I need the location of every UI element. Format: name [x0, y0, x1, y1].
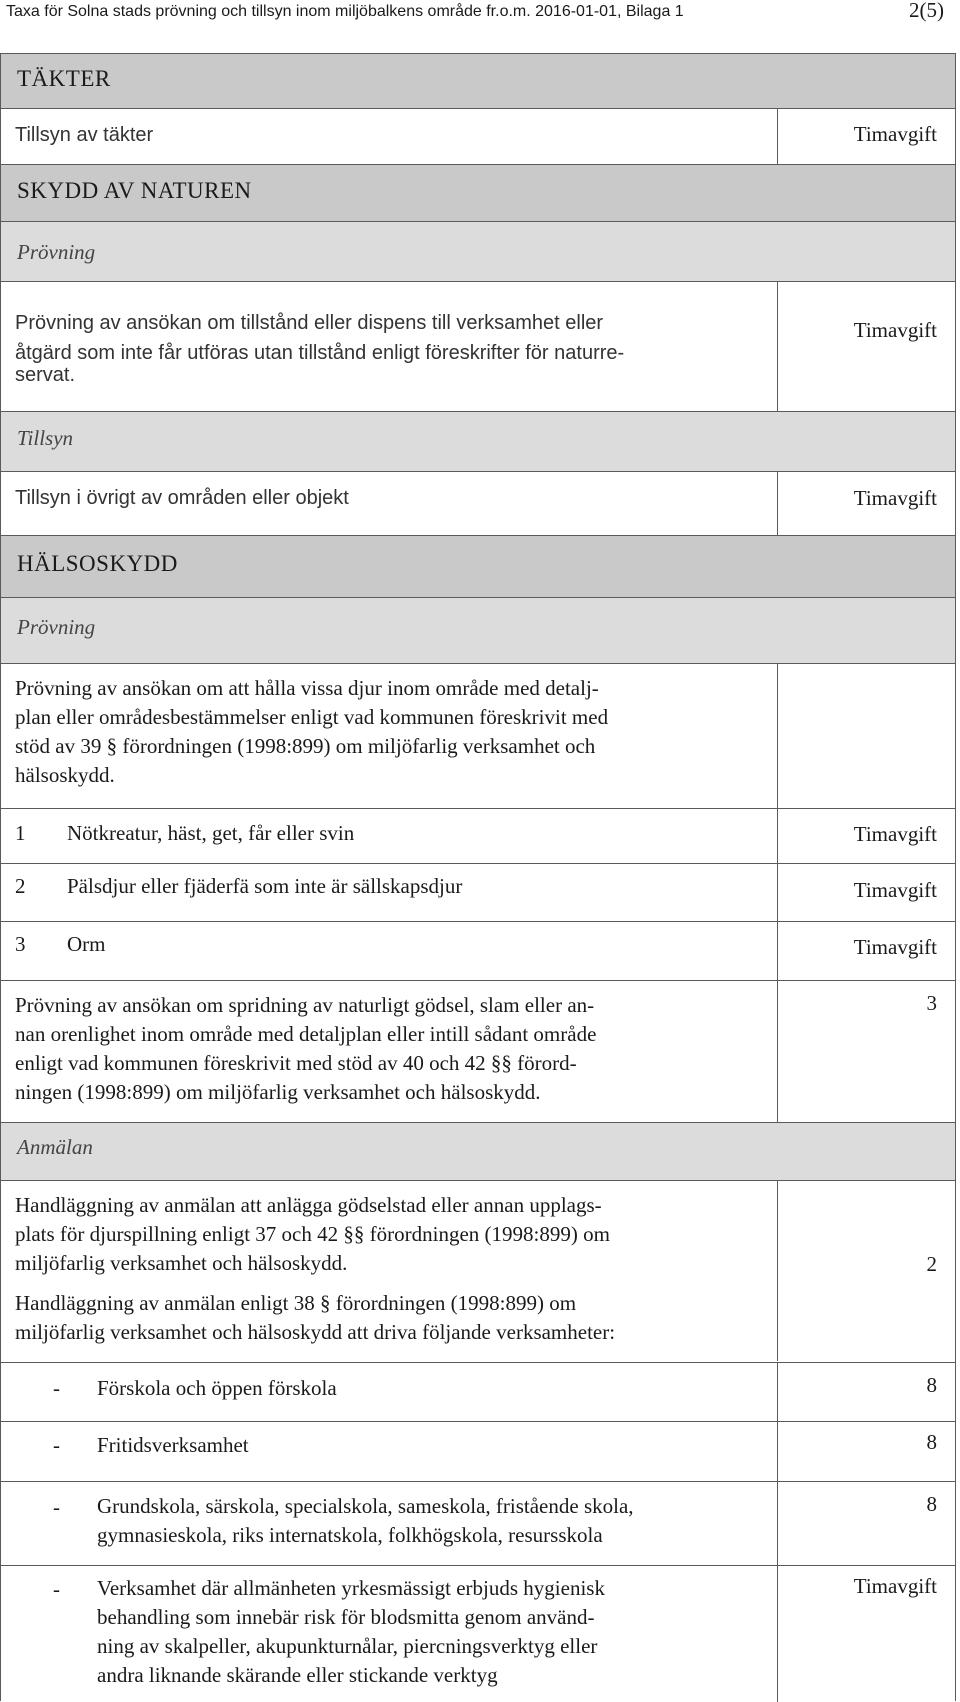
row-item [15, 1289, 761, 1347]
section-heading-takter [0, 53, 956, 108]
text-line: ningen (1998:899) om miljöfarlig verksamhet och hälsoskydd. [15, 1080, 541, 1104]
fee-value: Timavgift [853, 878, 937, 902]
list-dash: - [53, 1433, 60, 1457]
text-line: ning av skalpeller, akupunkturnålar, piercningsverktyg eller [97, 1634, 598, 1658]
list-dash: - [53, 1495, 60, 1519]
subheading-provning-halsa [0, 597, 956, 663]
column-divider [777, 109, 778, 164]
table-row-naturreservat [0, 281, 956, 411]
text-line: Grundskola, särskola, specialskola, sameskola, fristående skola, [97, 1494, 634, 1518]
section-heading-halsoskydd [0, 535, 956, 597]
section-title: TÄKTER [17, 66, 111, 91]
fee-value: Timavgift [853, 935, 937, 959]
fee-value: Timavgift [853, 318, 937, 342]
text-line: miljöfarlig verksamhet och hälsoskydd att driva följande verksamheter: [15, 1320, 616, 1344]
fee-value: 8 [926, 1492, 937, 1516]
text-line: Prövning av ansökan om spridning av naturligt gödsel, slam eller an- [15, 993, 595, 1017]
row-item: Orm [67, 932, 106, 956]
fee-value: Timavgift [853, 122, 937, 146]
text-line: åtgärd som inte får utföras utan tillstånd enligt föreskrifter för naturre- [15, 342, 625, 364]
text-line: Verksamhet där allmänheten yrkesmässigt erbjuds hygienisk [97, 1576, 605, 1600]
column-divider [777, 1288, 778, 1361]
column-divider [777, 472, 778, 535]
column-divider [777, 981, 778, 1122]
table-row-djur-2 [0, 863, 956, 921]
column-divider [777, 864, 778, 921]
row-item [97, 1574, 763, 1690]
row-item [15, 1191, 761, 1278]
row-item: Nötkreatur, häst, get, får eller svin [67, 821, 355, 845]
table-row-fritids [0, 1421, 956, 1481]
item-number: 1 [15, 821, 26, 845]
fee-value: 2 [926, 1252, 937, 1276]
text-line: nan orenlighet inom område med detaljplan eller intill sådant område [15, 1022, 597, 1046]
text-line: stöd av 39 § förordningen (1998:899) om miljöfarlig verksamhet och [15, 734, 596, 758]
table-row-forskola [0, 1362, 956, 1421]
fee-value: 8 [926, 1373, 937, 1397]
table-row-djur-intro [0, 663, 956, 808]
table-row-tillsyn-ovrigt [0, 471, 956, 535]
fee-value: Timavgift [853, 486, 937, 510]
section-heading-skydd [0, 164, 956, 221]
column-divider [777, 664, 778, 808]
text-line: Prövning av ansökan om att hålla vissa djur inom område med detalj- [15, 676, 599, 700]
column-divider [777, 1566, 778, 1702]
subheading-label: Prövning [17, 615, 96, 639]
subheading-label: Anmälan [17, 1135, 93, 1159]
text-line: hälsoskydd. [15, 763, 115, 787]
table-row-takter [0, 108, 956, 164]
column-divider [777, 922, 778, 980]
row-item [15, 674, 761, 790]
fee-value: Timavgift [853, 822, 937, 846]
row-item: Pälsdjur eller fjäderfä som inte är sällskapsdjur [67, 874, 463, 898]
row-item [97, 1492, 763, 1550]
table-row-skolor [0, 1481, 956, 1565]
subheading-provning [0, 221, 956, 281]
column-divider [777, 1422, 778, 1481]
text-line: gymnasieskola, riks internatskola, folkhögskola, resursskola [97, 1523, 603, 1547]
text-line: plan eller områdesbestämmelser enligt vad kommunen föreskrivit med [15, 705, 609, 729]
text-line: andra liknande skärande eller stickande verktyg [97, 1663, 498, 1687]
section-title: HÄLSOSKYDD [17, 551, 178, 576]
row-item: Förskola och öppen förskola [97, 1376, 337, 1400]
row-item [15, 991, 761, 1107]
section-title: SKYDD AV NATUREN [17, 178, 252, 203]
table-row-anmalan-38 [0, 1288, 956, 1362]
document-title: Taxa för Solna stads prövning och tillsyn inom miljöbalkens område fr.o.m. 2016-01-01, Bilaga 1 [6, 3, 684, 20]
table-row-hygienisk [0, 1565, 956, 1701]
row-item: Tillsyn av täkter [15, 124, 154, 146]
page-number: 2(5) [909, 0, 944, 22]
column-divider [777, 809, 778, 863]
item-number: 2 [15, 874, 26, 898]
subheading-label: Tillsyn [17, 426, 74, 450]
subheading-anmalan [0, 1122, 956, 1180]
list-dash: - [53, 1376, 60, 1400]
subheading-label: Prövning [17, 240, 96, 264]
fee-value: 8 [926, 1430, 937, 1454]
subheading-tillsyn [0, 411, 956, 471]
column-divider [777, 1181, 778, 1288]
text-line: plats för djurspillning enligt 37 och 42 §§ förordningen (1998:899) om [15, 1222, 610, 1246]
list-dash: - [53, 1577, 60, 1601]
text-line: behandling som innebär risk för blodsmitta genom använd- [97, 1605, 595, 1629]
item-number: 3 [15, 932, 26, 956]
column-divider [777, 282, 778, 411]
text-line: enligt vad kommunen föreskrivit med stöd av 40 och 42 §§ förord- [15, 1051, 577, 1075]
row-item: Fritidsverksamhet [97, 1433, 249, 1457]
fee-value: 3 [926, 991, 937, 1015]
text-line: servat. [15, 364, 76, 386]
fee-value: Timavgift [853, 1574, 937, 1598]
text-line: Prövning av ansökan om tillstånd eller dispens till verksamhet eller [15, 312, 604, 334]
row-item [15, 308, 761, 390]
text-line: miljöfarlig verksamhet och hälsoskydd. [15, 1251, 348, 1275]
text-line: Handläggning av anmälan att anlägga gödselstad eller annan upplags- [15, 1193, 602, 1217]
table-row-godselstad [0, 1180, 956, 1288]
column-divider [777, 1482, 778, 1565]
table-row-djur-1 [0, 808, 956, 863]
text-line: Handläggning av anmälan enligt 38 § förordningen (1998:899) om [15, 1291, 577, 1315]
table-row-djur-3 [0, 921, 956, 980]
column-divider [777, 1363, 778, 1421]
table-row-spridning [0, 980, 956, 1122]
row-item: Tillsyn i övrigt av områden eller objekt [15, 487, 349, 509]
